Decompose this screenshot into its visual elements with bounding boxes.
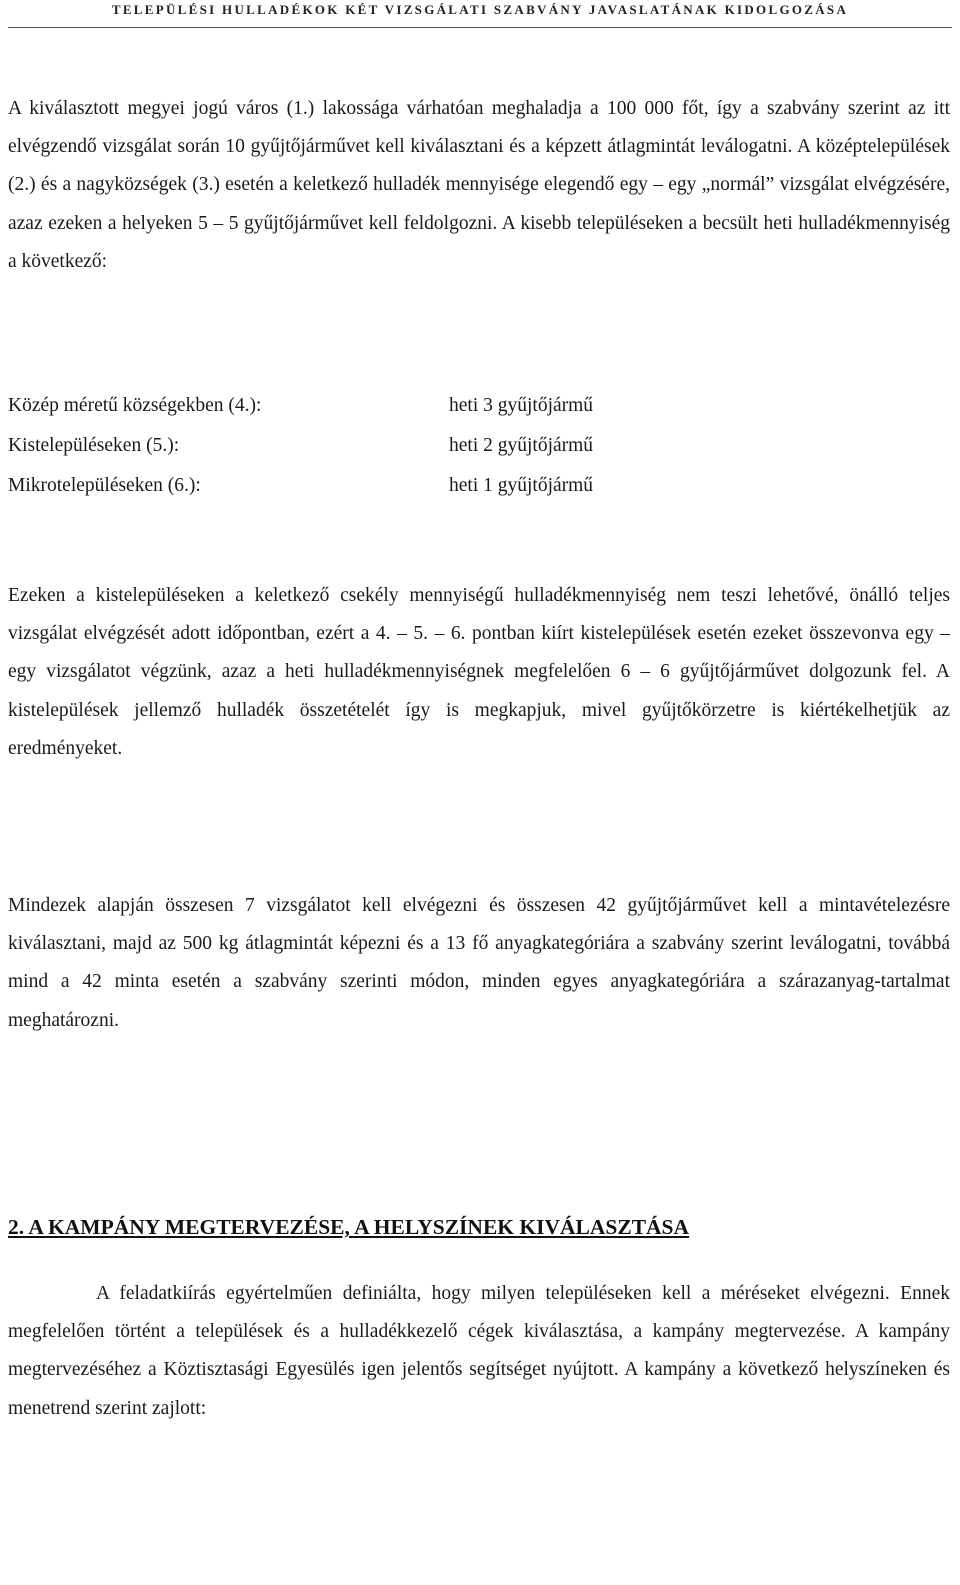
settlement-type-label: Kistelepüléseken (5.): <box>8 435 180 456</box>
paragraph-small-settlements: Ezeken a kistelepüléseken a keletkező csekély mennyiségű hulladékmennyiség nem teszi lehetővé, önálló teljes vizsgálat elvégzését adott időpontban, ezért a 4. – 5. – 6. pontban kiírt kistelepülések esetén ezeket összevonva egy – egy vizsgálatot végzünk, azaz a heti hulladékmennyiségnek megfelelően 6 – 6 gyűjtőjárművet dolgozunk fel. A kistelepülések jellemző hulladék összetételét így is megkapjuk, mivel gyűjtőkörzetre is kiértékelhetjük az eredményeket. <box>8 585 950 759</box>
header-divider <box>8 27 952 28</box>
paragraph-summary: Mindezek alapján összesen 7 vizsgálatot kell elvégezni és összesen 42 gyűjtőjárművet kell a mintavételezésre kiválasztani, majd az 500 kg átlagmintát képezni és a 13 fő anyagkategóriára a szabvány szerint leválogatni, továbbá mind a 42 minta esetén a szabvány szerinti módon, minden egyes anyagkategóriára a szárazanyag-tartalmat meghatározni. <box>8 895 950 1031</box>
settlement-type-label: Közép méretű községekben (4.): <box>8 395 262 416</box>
list-item <box>8 426 708 466</box>
running-header: TELEPÜLÉSI HULLADÉKOK KÉT VIZSGÁLATI SZABVÁNY JAVASLATÁNAK KIDOLGOZÁSA <box>111 2 849 17</box>
paragraph-sample-selection: A kiválasztott megyei jogú város (1.) lakossága várhatóan meghaladja a 100 000 főt, így a szabvány szerint az itt elvégzendő vizsgálat során 10 gyűjtőjárművet kell kiválasztani és a képzett átlagmintát leválogatni. A középtelepülések (2.) és a nagyközségek (3.) esetén a keletkező hulladék mennyisége elegendő egy – egy „normál” vizsgálat elvégzésére, azaz ezeken a helyeken 5 – 5 gyűjtőjárművet kell feldolgozni. A kisebb településeken a becsült heti hulladékmennyiség a következő: <box>8 98 950 272</box>
settlement-type-label: Mikrotelepüléseken (6.): <box>8 475 201 496</box>
section-heading: 2. A KAMPÁNY MEGTERVEZÉSE, A HELYSZÍNEK KIVÁLASZTÁSA <box>8 1215 690 1239</box>
weekly-vehicle-count: heti 1 gyűjtőjármű <box>449 475 594 496</box>
weekly-vehicle-count: heti 2 gyűjtőjármű <box>449 435 594 456</box>
list-item <box>8 466 708 506</box>
list-item <box>8 386 708 426</box>
paragraph-campaign-planning: A feladatkiírás egyértelműen definiálta, hogy milyen településeken kell a méréseket elvégezni. Ennek megfelelően történt a települések és a hulladékkezelő cégek kiválasztása, a kampány megtervezése. A kampány megtervezéséhez a Köztisztasági Egyesülés igen jelentős segítséget nyújtott. A kampány a következő helyszíneken és menetrend szerint zajlott: <box>8 1283 950 1419</box>
weekly-volume-list <box>8 386 708 506</box>
weekly-vehicle-count: heti 3 gyűjtőjármű <box>449 395 594 416</box>
